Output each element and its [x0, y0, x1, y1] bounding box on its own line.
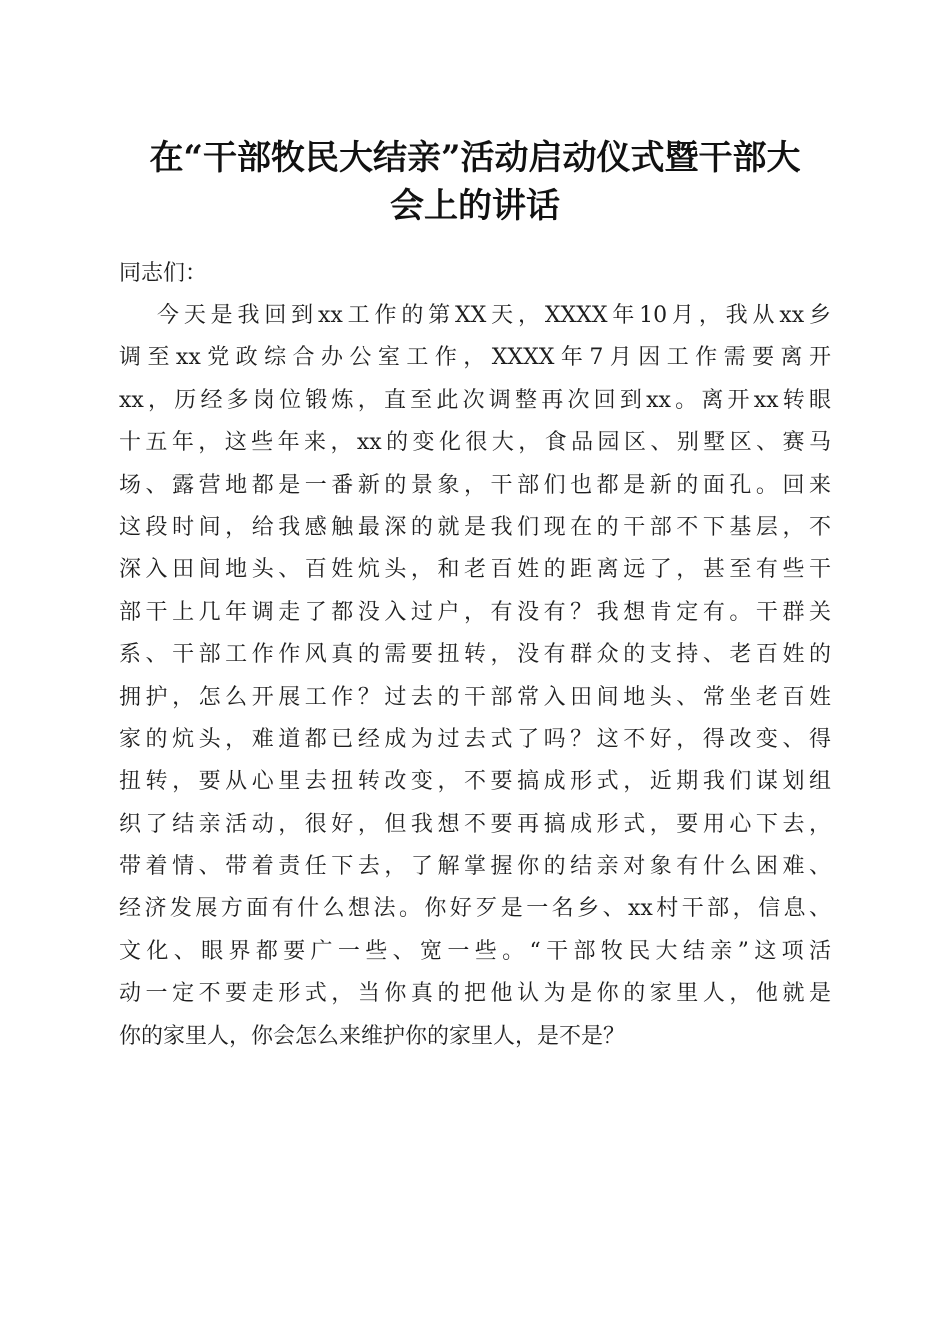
paragraph-line-last: 你的家里人，你会怎么来维护你的家里人，是不是？	[119, 1023, 626, 1049]
paragraph-line: 动一定不要走形式，当你真的把他认为是你的家里人，他就是	[119, 981, 831, 1007]
paragraph-line: 家的炕头，难道都已经成为过去式了吗？这不好，得改变、得	[119, 726, 831, 752]
document-body	[119, 253, 831, 1058]
salutation: 同志们：	[119, 261, 208, 286]
paragraph-line: xx，历经多岗位锻炼，直至此次调整再次回到xx。离开xx转眼	[119, 387, 831, 413]
paragraph-line: 深入田间地头、百姓炕头，和老百姓的距离远了，甚至有些干	[119, 557, 831, 583]
paragraph-line: 经济发展方面有什么想法。你好歹是一名乡、xx村干部，信息、	[119, 896, 831, 922]
paragraph-line: 今天是我回到xx工作的第XX天，XXXX年10月，我从xx乡	[157, 303, 831, 328]
document-title	[100, 134, 850, 230]
paragraph-line: 文化、眼界都要广一些、宽一些。“干部牧民大结亲”这项活	[119, 938, 831, 964]
paragraph-line: 系、干部工作作风真的需要扭转，没有群众的支持、老百姓的	[119, 642, 831, 668]
paragraph-line: 调至xx党政综合办公室工作，XXXX年7月因工作需要离开	[119, 345, 831, 371]
title-line-1: 在“干部牧民大结亲”活动启动仪式暨干部大	[149, 138, 801, 178]
paragraph-line: 拥护，怎么开展工作？过去的干部常入田间地头、常坐老百姓	[119, 684, 831, 710]
paragraph-line: 这段时间，给我感触最深的就是我们现在的干部不下基层，不	[119, 514, 831, 540]
paragraph-line: 场、露营地都是一番新的景象，干部们也都是新的面孔。回来	[119, 472, 831, 498]
paragraph-line: 部干上几年调走了都没入过户，有没有？我想肯定有。干群关	[119, 599, 831, 625]
title-line-2: 会上的讲话	[390, 186, 560, 226]
paragraph-line: 织了结亲活动，很好，但我想不要再搞成形式，要用心下去，	[119, 811, 831, 837]
speech-paragraph	[119, 295, 831, 1058]
paragraph-line: 十五年，这些年来，xx的变化很大，食品园区、别墅区、赛马	[119, 430, 831, 456]
paragraph-line: 扭转，要从心里去扭转改变，不要搞成形式，近期我们谋划组	[119, 769, 831, 795]
paragraph-line: 带着情、带着责任下去，了解掌握你的结亲对象有什么困难、	[119, 854, 831, 880]
